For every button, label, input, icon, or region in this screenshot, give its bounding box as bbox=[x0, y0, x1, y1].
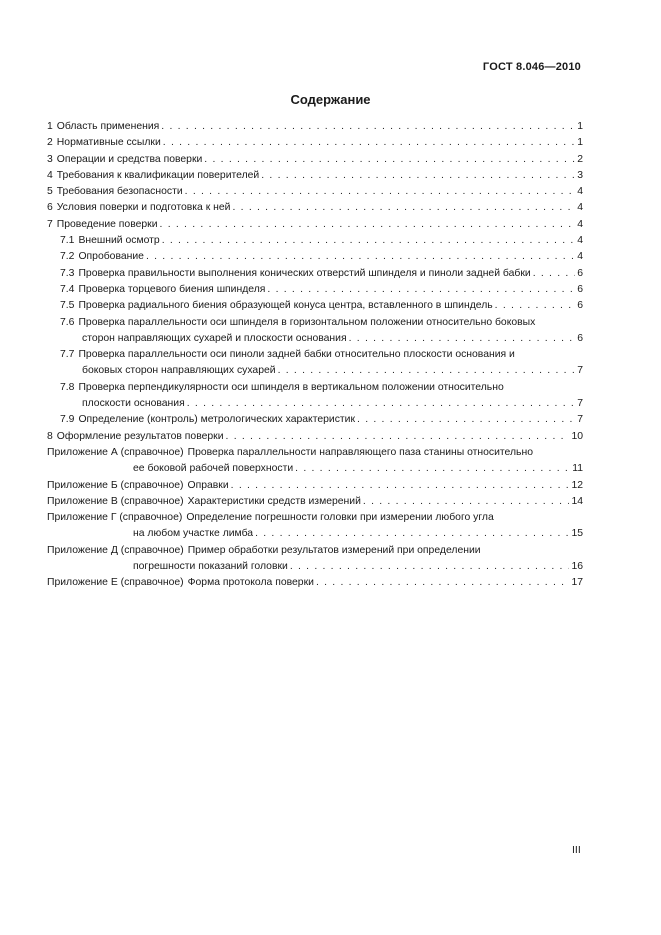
toc-entry-2[interactable]: 2 Нормативные ссылки . . . 1 bbox=[47, 135, 583, 151]
toc-entry-7-3[interactable]: 7.3 Проверка правильности выполнения конических отверстий шпинделя и пиноли задней бабки . . . 6 bbox=[47, 266, 583, 282]
toc-entry-5[interactable]: 5 Требования безопасности . . . 4 bbox=[47, 184, 583, 200]
toc-entry-7-5[interactable]: 7.5 Проверка радиального биения образующей конуса центра, вставленного в шпиндель . . . 6 bbox=[47, 298, 583, 314]
toc-appendix-a[interactable]: Приложение А (справочное) Проверка параллельности направляющего паза станины относительно ее боковой рабочей поверхности . . . 11 bbox=[47, 445, 583, 478]
toc-appendix-e[interactable]: Приложение Е (справочное) Форма протокола поверки . . . 17 bbox=[47, 575, 583, 591]
toc-appendix-b[interactable]: Приложение Б (справочное) Оправки . . . 12 bbox=[47, 478, 583, 494]
toc-entry-8[interactable]: 8 Оформление результатов поверки . . . 10 bbox=[47, 429, 583, 445]
toc-entry-3[interactable]: 3 Операции и средства поверки . . . 2 bbox=[47, 152, 583, 168]
toc-appendix-g[interactable]: Приложение Г (справочное) Определение погрешности головки при измерении любого угла на любом участке лимба . . . 15 bbox=[47, 510, 583, 543]
toc-entry-7-4[interactable]: 7.4 Проверка торцевого биения шпинделя . . . 6 bbox=[47, 282, 583, 298]
toc-entry-7-1[interactable]: 7.1 Внешний осмотр . . . 4 bbox=[47, 233, 583, 249]
toc-entry-7-6[interactable]: 7.6 Проверка параллельности оси шпинделя в горизонтальном положении относительно боковых сторон направляющих сухарей и плоскости основания . . . 6 bbox=[47, 315, 583, 348]
toc-entry-6[interactable]: 6 Условия поверки и подготовка к ней . . . 4 bbox=[47, 200, 583, 216]
toc-entry-4[interactable]: 4 Требования к квалификации поверителей . . . 3 bbox=[47, 168, 583, 184]
toc-entry-7-2[interactable]: 7.2 Опробование . . . 4 bbox=[47, 249, 583, 265]
document-standard-id: ГОСТ 8.046—2010 bbox=[482, 61, 581, 73]
toc-appendix-v[interactable]: Приложение В (справочное) Характеристики средств измерений . . . 14 bbox=[47, 494, 583, 510]
toc-entry-7[interactable]: 7 Проведение поверки . . . 4 bbox=[47, 217, 583, 233]
table-of-contents bbox=[47, 119, 583, 592]
toc-appendix-d[interactable]: Приложение Д (справочное) Пример обработки результатов измерений при определении погрешности показаний головки . . . 16 bbox=[47, 543, 583, 576]
toc-entry-7-7[interactable]: 7.7 Проверка параллельности оси пиноли задней бабки относительно плоскости основания и боковых сторон направляющих сухарей . . . 7 bbox=[47, 347, 583, 380]
page-number: III bbox=[572, 844, 581, 856]
toc-entry-7-9[interactable]: 7.9 Определение (контроль) метрологических характеристик . . . 7 bbox=[47, 412, 583, 428]
page-title: Содержание bbox=[290, 92, 371, 107]
toc-entry-7-8[interactable]: 7.8 Проверка перпендикулярности оси шпинделя в вертикальном положении относительно плоскости основания . . . 7 bbox=[47, 380, 583, 413]
toc-entry-1[interactable]: 1 Область применения . . . 1 bbox=[47, 119, 583, 135]
